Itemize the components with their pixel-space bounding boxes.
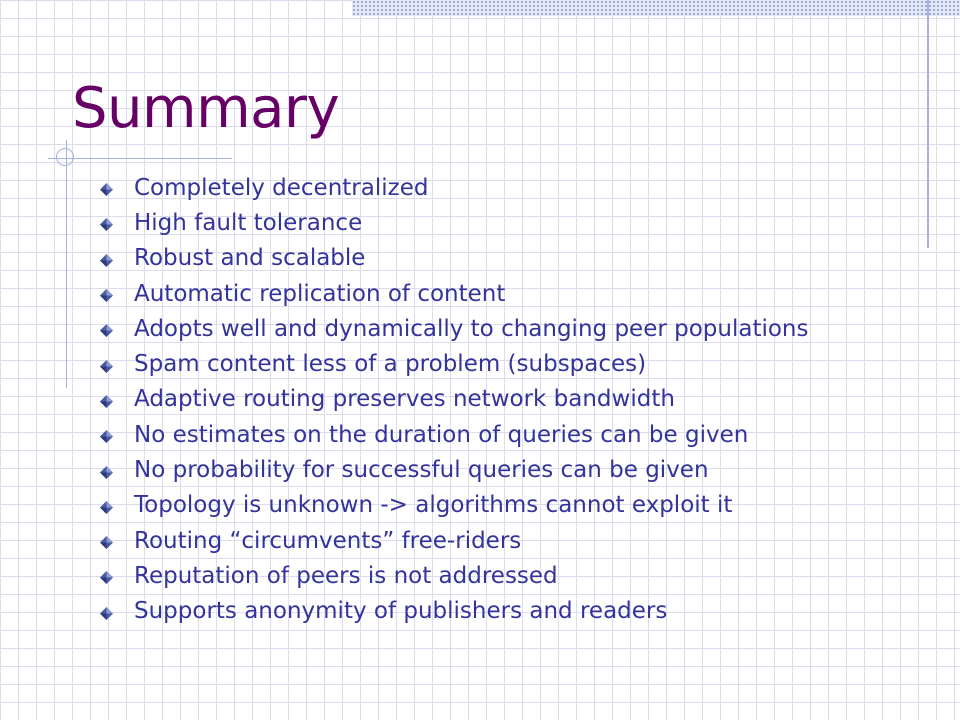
diamond-bullet-icon xyxy=(100,393,113,406)
diamond-bullet-icon xyxy=(100,428,113,441)
bullet-text: Supports anonymity of publishers and readers xyxy=(134,598,668,625)
bullet-text: Spam content less of a problem (subspaces) xyxy=(134,351,647,378)
bullet-item xyxy=(100,558,808,593)
decorative-top-band xyxy=(352,0,960,16)
diamond-bullet-icon xyxy=(100,181,113,194)
bullet-item xyxy=(100,346,808,381)
diamond-bullet-icon xyxy=(100,569,113,582)
decorative-horizontal-line xyxy=(48,158,232,159)
bullet-item xyxy=(100,241,808,276)
bullet-item xyxy=(100,382,808,417)
diamond-bullet-icon xyxy=(100,287,113,300)
bullet-list xyxy=(100,170,808,629)
bullet-item xyxy=(100,276,808,311)
bullet-text: No estimates on the duration of queries can be given xyxy=(134,421,749,448)
diamond-bullet-icon xyxy=(100,216,113,229)
decorative-vertical-line xyxy=(66,140,67,388)
bullet-text: Adopts well and dynamically to changing peer populations xyxy=(134,315,809,342)
bullet-item xyxy=(100,417,808,452)
bullet-text: No probability for successful queries can be given xyxy=(134,457,709,484)
bullet-item xyxy=(100,488,808,523)
diamond-bullet-icon xyxy=(100,358,113,371)
bullet-item xyxy=(100,523,808,558)
diamond-bullet-icon xyxy=(100,499,113,512)
slide-title: Summary xyxy=(72,76,340,141)
bullet-text: Topology is unknown -> algorithms cannot exploit it xyxy=(134,492,733,519)
bullet-text: Automatic replication of content xyxy=(134,280,506,307)
bullet-item xyxy=(100,170,808,205)
decorative-circle xyxy=(56,148,74,166)
diamond-bullet-icon xyxy=(100,534,113,547)
bullet-text: Routing “circumvents” free-riders xyxy=(134,527,522,554)
bullet-item xyxy=(100,205,808,240)
decorative-right-line xyxy=(927,0,929,248)
bullet-text: Reputation of peers is not addressed xyxy=(134,562,558,589)
bullet-text: Robust and scalable xyxy=(134,245,366,272)
bullet-item xyxy=(100,311,808,346)
bullet-text: High fault tolerance xyxy=(134,209,363,236)
diamond-bullet-icon xyxy=(100,464,113,477)
diamond-bullet-icon xyxy=(100,322,113,335)
bullet-text: Completely decentralized xyxy=(134,174,429,201)
bullet-text: Adaptive routing preserves network bandwidth xyxy=(134,386,675,413)
bullet-item xyxy=(100,452,808,487)
diamond-bullet-icon xyxy=(100,252,113,265)
diamond-bullet-icon xyxy=(100,605,113,618)
bullet-item xyxy=(100,594,808,629)
